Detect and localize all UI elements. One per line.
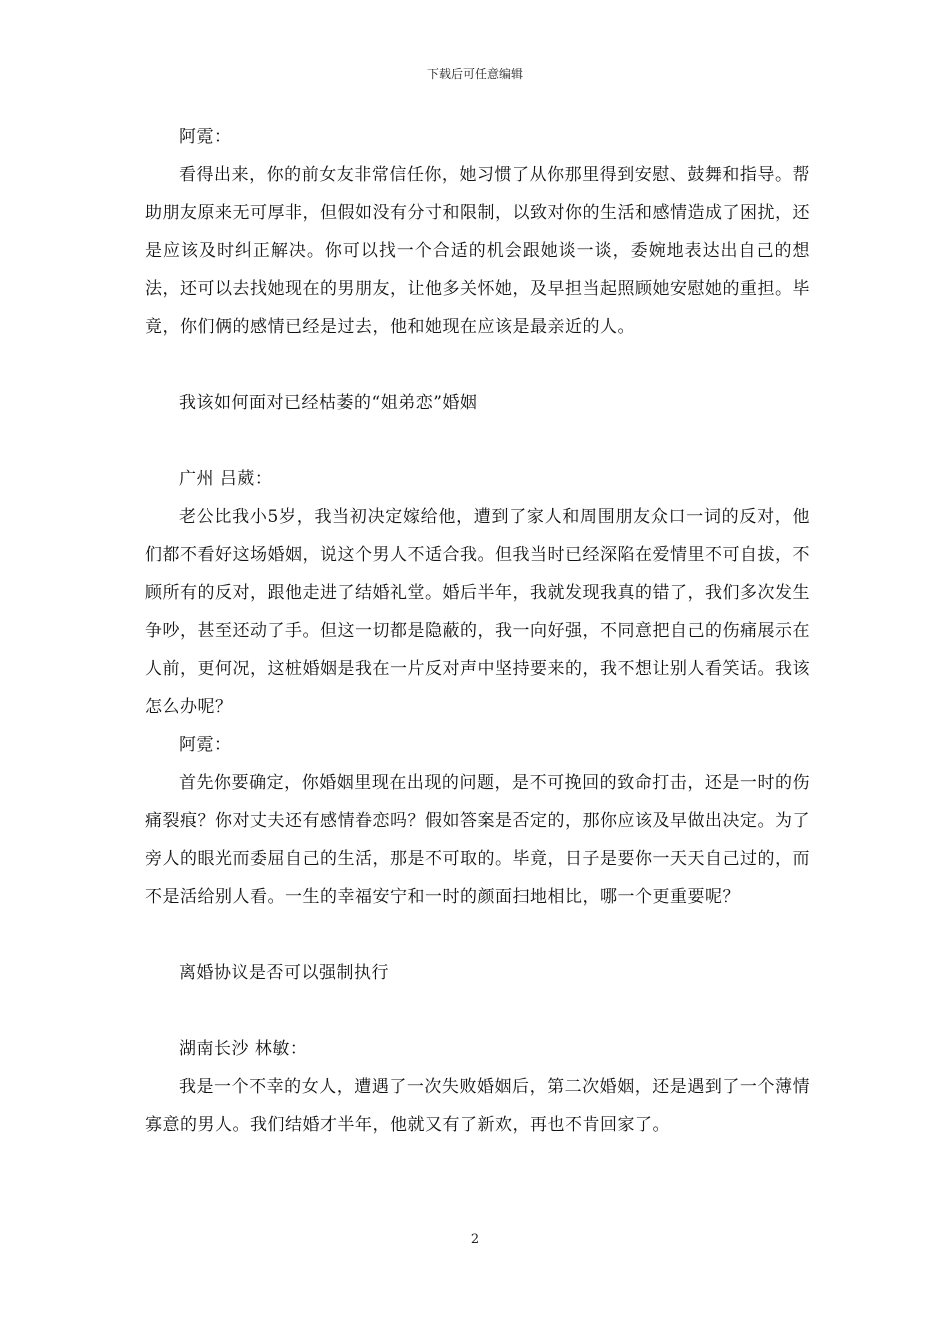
letter-sender: 广州 吕葳：: [179, 469, 273, 489]
page-number: 2: [470, 1232, 480, 1247]
reply-label: 阿霓：: [179, 735, 232, 755]
reply-label: 阿霓：: [179, 127, 232, 147]
reply-paragraph: 首先你要确定，你婚姻里现在出现的问题，是不可挽回的致命打击，还是一时的伤痛裂痕？你对丈夫还有感情眷恋吗？假如答案是否定的，那你应该及早做出决定。为了旁人的眼光而委屈自己的生活，那是不可取的。毕竟，日子是要你一天天自己过的，而不是活给别人看。一生的幸福安宁和一时的颜面扫地相比，哪一个更重要呢？: [145, 773, 810, 907]
letter-paragraph: 老公比我小5岁，我当初决定嫁给他，遭到了家人和周围朋友众口一词的反对，他们都不看好这场婚姻，说这个男人不适合我。但我当时已经深陷在爱情里不可自拔，不顾所有的反对，跟他走进了结婚礼堂。婚后半年，我就发现我真的错了，我们多次发生争吵，甚至还动了手。但这一切都是隐蔽的，我一向好强，不同意把自己的伤痛展示在人前，更何况，这桩婚姻是我在一片反对声中坚持要来的，我不想让别人看笑话。我该怎么办呢？: [145, 507, 810, 717]
section-spacer: [145, 422, 810, 460]
reply-paragraph: 看得出来，你的前女友非常信任你，她习惯了从你那里得到安慰、鼓舞和指导。帮助朋友原来无可厚非，但假如没有分寸和限制，以致对你的生活和感情造成了困扰，还是应该及时纠正解决。你可以找一个合适的机会跟她谈一谈，委婉地表达出自己的想法，还可以去找她现在的男朋友，让他多关怀她，及早担当起照顾她安慰她的重担。毕竟，你们俩的感情已经是过去，他和她现在应该是最亲近的人。: [145, 165, 810, 337]
section-spacer: [145, 916, 810, 954]
section-title: 离婚协议是否可以强制执行: [179, 963, 389, 983]
letter-paragraph: 我是一个不幸的女人，遭遇了一次失败婚姻后，第二次婚姻，还是遇到了一个薄情寡意的男人。我们结婚才半年，他就又有了新欢，再也不肯回家了。: [145, 1077, 810, 1135]
section-spacer: [145, 346, 810, 384]
section-title: 我该如何面对已经枯萎的“姐弟恋”婚姻: [179, 393, 478, 413]
document-body: [145, 118, 810, 1144]
page-header: 下载后可任意编辑: [426, 67, 523, 81]
letter-sender: 湖南长沙 林敏：: [179, 1039, 308, 1059]
section-spacer: [145, 992, 810, 1030]
